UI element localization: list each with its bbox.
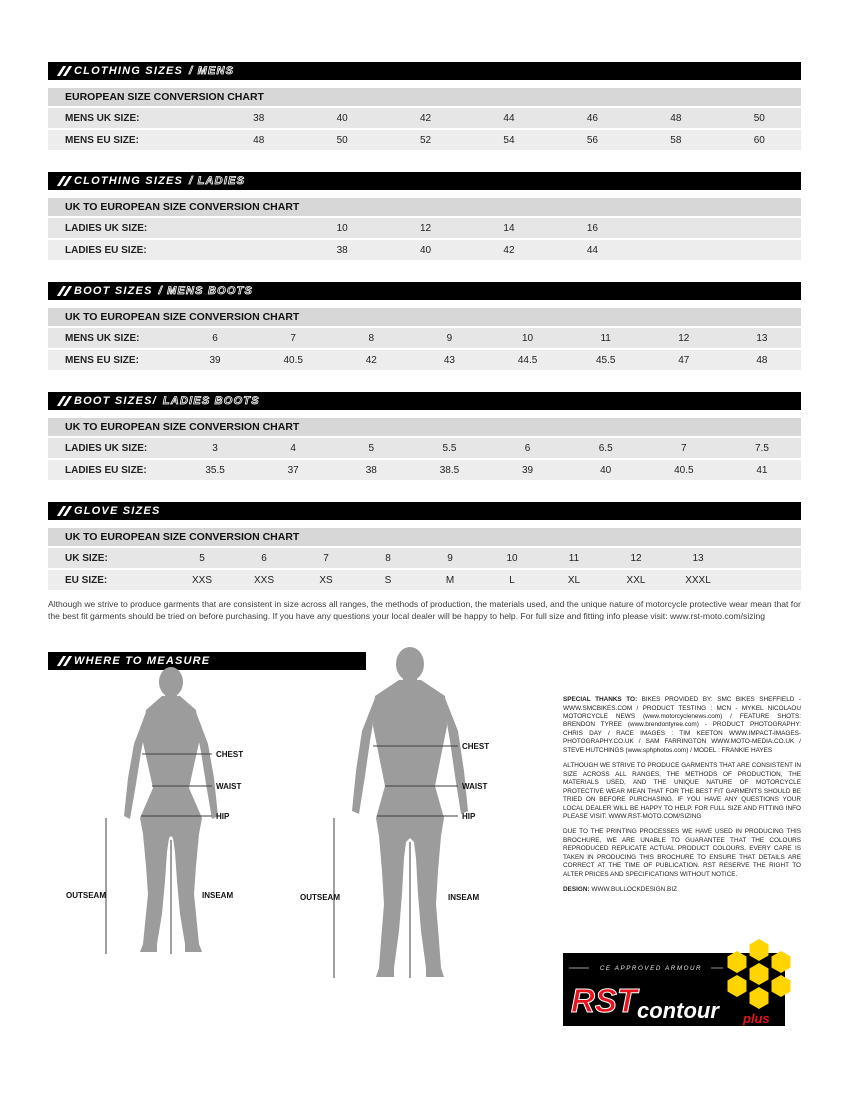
row-label: LADIES UK SIZE: (65, 442, 148, 454)
section-subtitle: / LADIES (189, 175, 246, 187)
outseam-label: OUTSEAM (66, 891, 106, 901)
size-value: 40.5 (283, 354, 303, 366)
size-value: 10 (506, 552, 518, 564)
credits-special-thanks (563, 696, 801, 755)
size-value: 52 (420, 134, 432, 146)
female-left-arm (124, 712, 146, 819)
size-value: 58 (670, 134, 682, 146)
size-value: 13 (756, 332, 768, 344)
section-title: WHERE TO MEASURE (74, 655, 211, 668)
section-header-bar (48, 502, 801, 520)
size-value: 12 (678, 332, 690, 344)
chest-label: CHEST (216, 750, 244, 760)
size-value: 40.5 (674, 464, 694, 476)
size-table (48, 548, 801, 590)
size-value: 35.5 (205, 464, 225, 476)
credits-consistency-text: ALTHOUGH WE STRIVE TO PRODUCE GARMENTS THAT ARE CONSISTENT IN SIZE ACROSS ALL RANGES, THE METHODS OF PRODUCTION, THE MATERIALS USED, AND THE UNIQUE NATURE OF MOTORCYCLE PROTECTIVE WEAR MEAN THAT FOR THE BEST FIT GARMENTS SHOULD BE TRIED ON BEFORE PURCHASING. IF YOU HAVE ANY QUESTIONS YOUR LOCAL DEALER WILL BE HAPPY TO HELP. FOR FULL SIZE AND FITTING INFO PLEASE VISIT: WWW.RST-MOTO.COM/SIZING (563, 762, 801, 820)
size-value: S (384, 574, 392, 586)
size-value: 11 (600, 332, 611, 344)
size-value: 14 (503, 222, 515, 234)
size-value: XXL (626, 574, 646, 586)
size-value: XL (567, 574, 581, 586)
size-value: 10 (522, 332, 534, 344)
size-value: 56 (586, 134, 598, 146)
size-table (48, 328, 801, 370)
table-row (48, 218, 801, 238)
hip-label: HIP (216, 812, 230, 822)
inseam-label: INSEAM (448, 893, 480, 903)
table-row (48, 328, 801, 348)
size-value: 3 (212, 442, 218, 454)
table-row (48, 350, 801, 370)
size-value: 12 (630, 552, 642, 564)
size-value: 40 (420, 244, 432, 256)
credits-thanks-label: SPECIAL THANKS TO: (563, 696, 638, 704)
size-value: 44.5 (517, 354, 538, 366)
table-row (48, 438, 801, 458)
row-label: LADIES EU SIZE: (65, 244, 147, 256)
contour-text: contour (637, 998, 719, 1024)
credits-design-label: DESIGN: (563, 886, 590, 894)
section-subtitle: / MENS BOOTS (158, 285, 254, 297)
size-value: M (445, 574, 455, 586)
size-value: 12 (420, 222, 432, 234)
size-value: 5 (199, 552, 205, 564)
conversion-chart-label: EUROPEAN SIZE CONVERSION CHART (48, 88, 801, 106)
size-value: L (509, 574, 515, 586)
row-label: MENS EU SIZE: (65, 354, 139, 366)
boot-sizes-mens-section (48, 282, 801, 370)
size-table (48, 218, 801, 260)
size-value: 44 (586, 244, 598, 256)
size-value: 16 (586, 222, 598, 234)
female-right-arm (196, 712, 218, 819)
row-label: MENS EU SIZE: (65, 134, 139, 146)
size-value: 41 (756, 464, 768, 476)
size-value: 6 (261, 552, 267, 564)
boot-sizes-ladies-section (48, 392, 801, 480)
size-value: 10 (336, 222, 348, 234)
size-value: XXS (191, 574, 212, 586)
section-title: GLOVE SIZES (74, 505, 161, 517)
size-value: 8 (368, 332, 375, 344)
size-value: 13 (692, 552, 704, 564)
table-row (48, 570, 801, 590)
size-value: 6.5 (598, 442, 613, 454)
clothing-sizes-mens-section (48, 62, 801, 150)
credits-printing-text: DUE TO THE PRINTING PROCESSES WE HAVE USED IN PRODUCING THIS BROCHURE, WE ARE UNABLE TO GUARANTEE THAT THE COLOURS REPRODUCED REPLICATE ACTUAL PRODUCT COLOURS. EVERY CARE IS TAKEN IN PRODUCING THIS BROCHURE TO ENSURE THAT DETAILS ARE CORRECT AT THE TIME OF PUBLICATION. RST RESERVE THE RIGHT TO ALTER PRICES AND SPECIFICATIONS WITHOUT NOTICE. (563, 828, 801, 878)
plus-text: plus (743, 1011, 770, 1027)
size-value: 44 (503, 112, 515, 124)
size-value: 6 (524, 442, 531, 454)
size-value: 40 (600, 464, 612, 476)
section-title: BOOT SIZES (74, 285, 153, 297)
size-value: 38.5 (439, 464, 460, 476)
size-value: 46 (586, 112, 598, 124)
credits-thanks-text: BIKES PROVIDED BY: SMC BIKES SHEFFIELD - WWW.SMCBIKES.COM / PRODUCT TESTING : MCN - MYKEL NICOLAOU MOTORCYCLE NEWS (www.motorcyclenews.com) / FEATURE SHOTS: BRENDON TYREE (www.brendontyree.com) - PRODUCT PHOTOGRAPHY: CHRIS DAY / RACE IMAGES : TIM KEETON WWW.IMPACT-IMAGES-PHOTOGRAPHY.CO.UK / SAM FARRINGTON WWW.MOTO-MEDIA.CO.UK / STEVE HUTCHINGS (www.sphphotos.com) / MODEL : FRANKIE HAYES (563, 696, 801, 754)
female-measurement-figure (66, 666, 286, 966)
size-value: 5.5 (442, 442, 457, 454)
size-value: 7 (681, 442, 687, 454)
size-value: 11 (568, 552, 580, 564)
glove-sizes-section (48, 502, 801, 590)
size-value: 48 (756, 354, 768, 366)
clothing-sizes-ladies-section (48, 172, 801, 260)
size-value: XXXL (685, 574, 711, 586)
section-title: BOOT SIZES/ (74, 395, 157, 407)
rst-contour-plus-logo (563, 938, 801, 1028)
size-table (48, 108, 801, 150)
size-value: 60 (753, 134, 765, 146)
ce-approved-armour-text: CE APPROVED ARMOUR (599, 965, 703, 973)
conversion-chart-label: UK TO EUROPEAN SIZE CONVERSION CHART (48, 198, 801, 216)
section-header-bar (48, 282, 801, 300)
size-table (48, 438, 801, 480)
section-title: CLOTHING SIZES (74, 65, 184, 77)
section-header-bar (48, 392, 801, 410)
section-subtitle: / MENS (189, 65, 235, 77)
male-right-arm (445, 698, 468, 814)
size-value: 9 (446, 332, 453, 344)
size-value: 8 (385, 552, 391, 564)
size-value: 5 (368, 442, 375, 454)
table-row (48, 460, 801, 480)
size-value: 9 (447, 552, 453, 564)
size-value: 38 (336, 244, 348, 256)
size-value: 37 (287, 464, 299, 476)
conversion-chart-label: UK TO EUROPEAN SIZE CONVERSION CHART (48, 418, 801, 436)
size-value: 38 (365, 464, 377, 476)
section-title: CLOTHING SIZES (74, 175, 184, 187)
credits-design (563, 886, 801, 894)
size-value: 7.5 (754, 442, 769, 454)
size-value: 45.5 (595, 354, 616, 366)
size-value: 42 (365, 354, 377, 366)
hip-label: HIP (462, 812, 476, 822)
size-value: 42 (420, 112, 432, 124)
conversion-chart-label: UK TO EUROPEAN SIZE CONVERSION CHART (48, 528, 801, 546)
table-row (48, 240, 801, 260)
size-value: 39 (522, 464, 534, 476)
table-row (48, 108, 801, 128)
page-content (48, 62, 801, 1034)
waist-label: WAIST (216, 782, 242, 792)
row-label: MENS UK SIZE: (65, 112, 140, 124)
table-row (48, 130, 801, 150)
row-label: UK SIZE: (65, 552, 108, 564)
section-subtitle: LADIES BOOTS (162, 395, 260, 407)
size-value: 47 (678, 354, 690, 366)
size-value: 54 (503, 134, 515, 146)
chest-label: CHEST (462, 742, 490, 752)
size-value: 6 (212, 332, 218, 344)
size-value: 42 (503, 244, 515, 256)
size-value: 7 (290, 332, 296, 344)
inseam-label: INSEAM (202, 891, 234, 901)
row-label: LADIES EU SIZE: (65, 464, 147, 476)
size-value: 48 (253, 134, 265, 146)
size-value: 4 (290, 442, 296, 454)
size-value: XS (319, 574, 333, 586)
section-header-bar (48, 172, 801, 190)
rst-brand-text: RST (571, 982, 637, 1020)
row-label: EU SIZE: (65, 574, 108, 586)
size-value: 40 (336, 112, 348, 124)
row-label: LADIES UK SIZE: (65, 222, 148, 234)
size-value: 50 (336, 134, 348, 146)
male-measurement-figure (300, 646, 540, 991)
size-value: 50 (753, 112, 765, 124)
sizing-disclaimer: Although we strive to produce garments that are consistent in size across all ranges, the methods of production, the materials used, and the unique nature of motorcycle protective wear mean that for the best fit garments should be tried on before purchasing. If you have any questions your local dealer will be happy to help. For full size and fitting info please visit: www.rst-moto.com/sizing (48, 599, 801, 622)
outseam-label: OUTSEAM (300, 893, 340, 903)
row-label: MENS UK SIZE: (65, 332, 140, 344)
size-value: 48 (670, 112, 682, 124)
conversion-chart-label: UK TO EUROPEAN SIZE CONVERSION CHART (48, 308, 801, 326)
male-left-arm (352, 698, 375, 814)
table-row (48, 548, 801, 568)
size-value: 39 (209, 354, 221, 366)
waist-label: WAIST (462, 782, 488, 792)
size-value: 7 (323, 552, 329, 564)
where-to-measure-section (48, 652, 801, 1034)
size-value: XXS (253, 574, 274, 586)
size-value: 38 (253, 112, 265, 124)
section-header-bar (48, 62, 801, 80)
credits-design-text: WWW.BULLOCKDESIGN.BIZ (591, 886, 677, 894)
credits-column (563, 696, 801, 902)
size-value: 43 (443, 354, 455, 366)
